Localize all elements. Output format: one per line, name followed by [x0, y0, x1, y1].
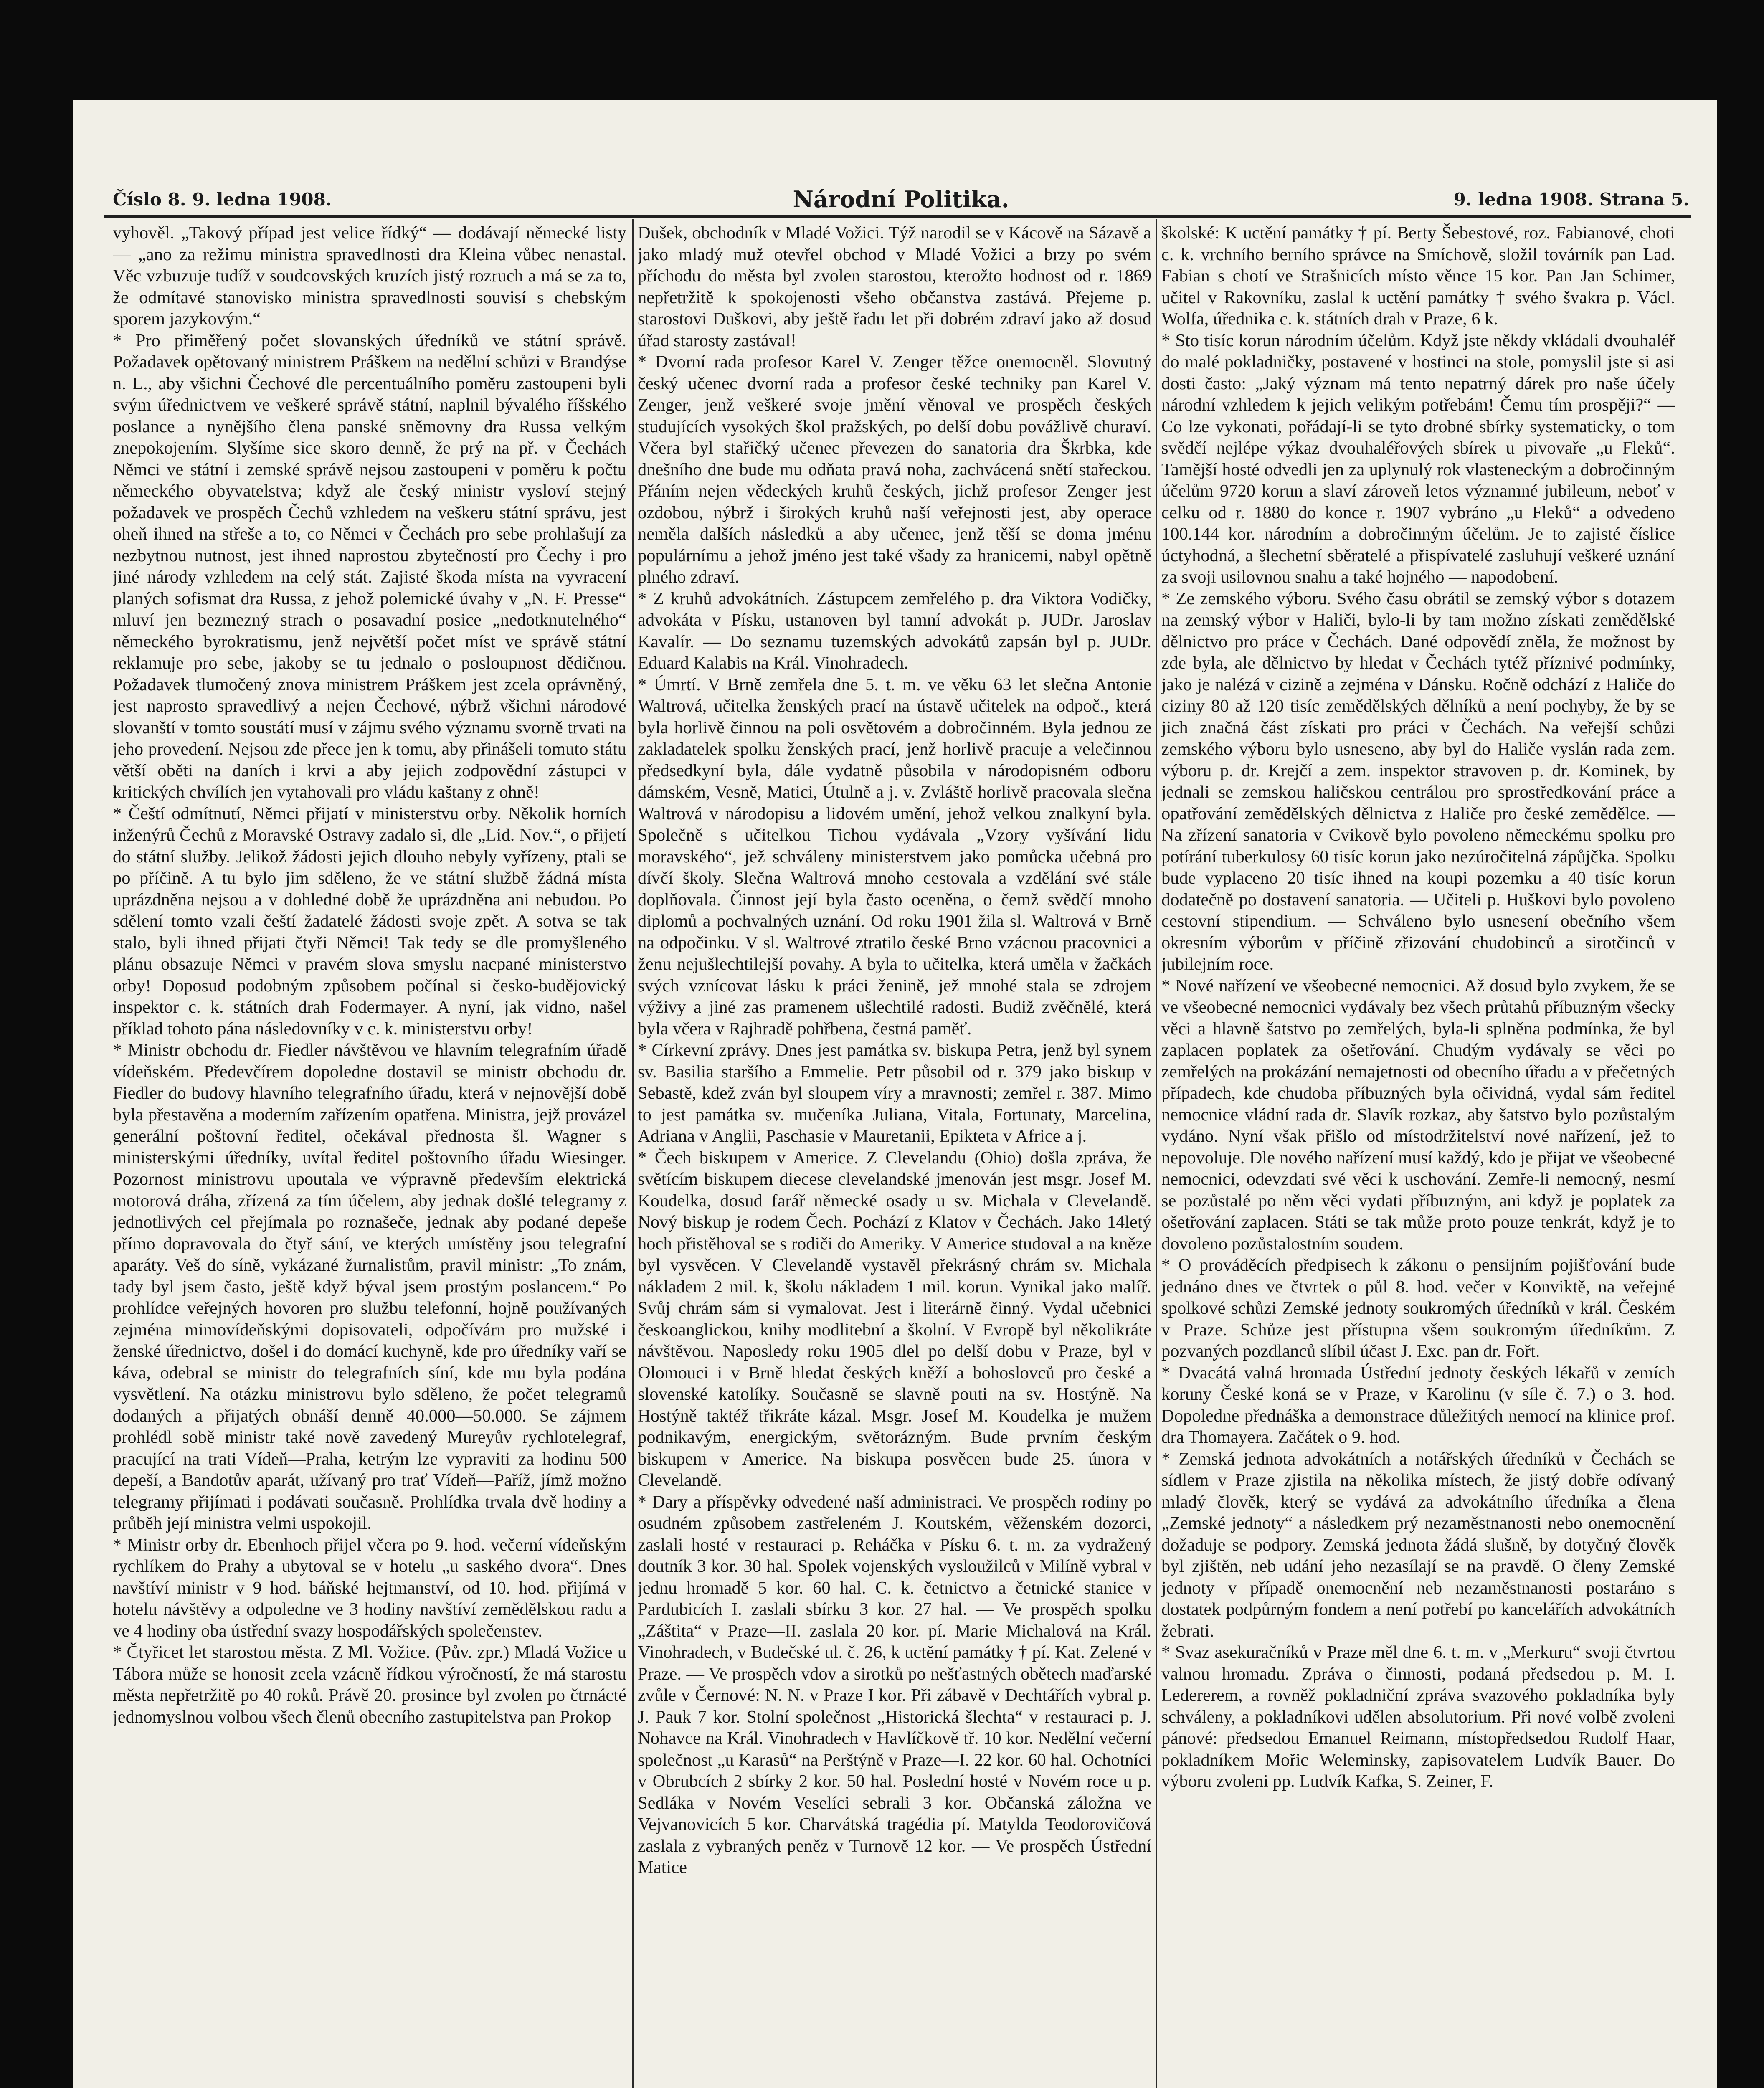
article-paragraph: školské: K uctění památky † pí. Berty Šebestové, roz. Fabianové, choti c. k. vrchního berního správce na Smíchově, složil továrník pan Lad. Fabian s chotí ve Strašnicích místo věnce 15 kor. Pan Jan Schimer, učitel v Rakovníku, zaslal k uctění památky † svého švakra p. Václ. Wolfa, úřednika c. k. státních drah v Praze, 6 k. [1161, 223, 1675, 329]
text-column-1 [113, 222, 626, 2088]
article-paragraph: * O prováděcích předpisech k zákonu o pensijním pojišťování bude jednáno dnes ve čtvrtek o půl 8. hod. večer v Konviktě, na veřejné spolkové schůzi Zemské jednoty soukromých úředníků v král. Českém v Praze. Schůze jest přístupna všem soukromým úředníkům. Z pozvaných pozdlanců slíbil účast J. Exc. pan dr. Fořt. [1161, 1255, 1675, 1361]
article-paragraph: * Čeští odmítnutí, Němci přijatí v ministerstvu orby. Několik horních inženýrů Čechů z Moravské Ostravy zadalo si, dle „Lid. Nov.“, o přijetí do státní služby. Jelikož žádosti jejich dlouho nebyly vyřízeny, ptali se po příčině. A tu bylo jim sděleno, že ve státní službě žádná místa uprázdněna nejsou a v dohledné době že uprázdněna ani nebudou. Po sdělení tomto vzali čeští žadatelé žádosti svoje zpět. A sotva se tak stalo, byli ihned přijati čtyři Němci! Tak tedy se dle promyšleného plánu obsazuje Němci v pravém slova smyslu nacpané ministerstvo orby! Doposud podobným způsobem počínal si česko-budějovický inspektor c. k. státních drah Fodermayer. A nyní, jak vidno, našel příklad tohoto pána následovníky v c. k. ministerstvu orby! [113, 803, 626, 1039]
article-paragraph: * Dvorní rada profesor Karel V. Zenger těžce onemocněl. Slovutný český učenec dvorní rada a profesor české techniky pan Karel V. Zenger, jenž veškeré svoje jmění věnoval ve prospěch českých studujících vysokých škol pražských, po delší dobu povážlivě churaví. Včera byl stařičký učenec převezen do sanatoria dra Škrbka, kde dnešního dne bude mu odňata pravá noha, zachvácená snětí stařeckou. Přáním nejen vědeckých kruhů českých, jichž profesor Zenger jest ozdobou, nýbrž i širokých kruhů naší veřejnosti jest, aby operace neměla dalších následků a aby učenec, jenž těší se doma jménu populárnímu a jehož jméno jest také všady za hranicemi, nabyl opětně plného zdraví. [638, 352, 1151, 587]
article-paragraph: * Nové nařízení ve všeobecné nemocnici. Až dosud bylo zvykem, že se ve všeobecné nemocnici vydávaly bez všech průtahů příbuzným všecky věci a hlavně šatstvo po zemřelých, byla-li splněna podmínka, že byl zaplacen poplatek za ošetřování. Chudým vydávaly se věci po zemřelých na prokázání nemajetnosti od obecního úřadu a v přečetných případech, kde chudoba příbuzných byla očividná, vydal sám ředitel nemocnice vládní rada dr. Slavík rozkaz, aby šatstvo bylo pozůstalým vydáno. Nyní však přišlo od místodržitelství nové nařízení, jež to nepovoluje. Dle nového nařízení musí každý, kdo je přijat ve všeobecné nemocnici, odevzdati své věci k uschování. Zemře-li nemocný, nesmí se pozůstalé po něm věci vydati příbuzným, ani když je poplatek za ošetřování zaplacen. Státi se tak může proto pouze tenkrát, když je to dovoleno pozůstalostním soudem. [1161, 976, 1675, 1254]
article-paragraph: * Dary a příspěvky odvedené naší administraci. Ve prospěch rodiny po osudném způsobem zastřeleném J. Koutském, věženském dozorci, zaslali hosté v restauraci p. Reháčka v Písku 6. t. m. za vydražený doutník 3 kor. 30 hal. Spolek vojenských vysloužilců v Milíně vybral v jednu hromadě 5 kor. 60 hal. C. k. četnictvo a četnické stanice v Pardubicích I. zaslali sbírku 3 kor. 27 hal. — Ve prospěch spolku „Záštita“ v Praze—II. zaslala 20 kor. pí. Marie Michalová na Král. Vinohradech, v Budečské ul. č. 26, k uctění památky † pí. Kat. Zelené v Praze. — Ve prospěch vdov a sirotků po nešťastných obětech maďarské zvůle v Černové: N. N. v Praze I kor. Při zábavě v Dechtářích vybral p. J. Pauk 7 kor. Stolní společnost „Historická šlechta“ v restauraci p. J. Nohavce na Král. Vinohradech v Havlíčkově tř. 10 kor. Nedělní večerní společnost „u Karasů“ na Perštýně v Praze—I. 22 kor. 60 hal. Ochotníci v Obrubcích 2 sbírky 2 kor. 50 hal. Poslední hosté v Novém roce u p. Sedláka v Novém Veselíci sebrali 3 kor. Občanská záložna ve Vejvanovicích 5 kor. Charvátská tragédia pí. Matylda Teodorovičová zaslala z vybraných peněz v Turnově 12 kor. — Ve prospěch Ústřední Matice [638, 1492, 1151, 1877]
date-page-number: 9. ledna 1908. Strana 5. [1453, 189, 1689, 210]
article-paragraph: * Úmrtí. V Brně zemřela dne 5. t. m. ve věku 63 let slečna Antonie Waltrová, učitelka ženských prací na ústavě učitelek na odpoč., která byla horlivě činnou na poli osvětovém a dobročinném. Byla jednou ze zakladatelek spolku ženských prací, jenž horlivě pracuje a velečinnou předsedkyní byla, dále vydatně působila v národopisném odboru dámském, Vesně, Matici, Útulně a j. v. Zvláště horlivě pracovala slečna Waltrová v národopisu a lidovém umění, jehož velkou znalkyní byla. Společně s učitelkou Tichou vydávala „Vzory vyšívání lidu moravského“, jež schváleny ministerstvem jako pomůcka učebná pro dívčí školy. Slečna Waltrová mnoho cestovala a vzdělání své stále doplňovala. Činnost její byla často oceněna, o čemž svědčí mnoho diplomů a pochvalných uznání. Od roku 1901 žila sl. Waltrová v Brně na odpočinku. V sl. Waltrové ztratilo české Brno vzácnou pracovnici a ženu nejušlechtilejší povahy. A byla to učitelka, která uměla v žačkách svých vznícovat lásku k práci ženině, jež mnohé stala se zdrojem výživy a jiné zas pramenem ušlechtilé radosti. Budiž zvěčnělé, která byla včera v Rajhradě pohřbena, čestná paměť. [638, 674, 1151, 1039]
text-column-2 [638, 222, 1151, 2088]
article-paragraph: * Ministr orby dr. Ebenhoch přijel včera po 9. hod. večerní vídeňským rychlíkem do Prahy a ubytoval se v hotelu „u saského dvora“. Dnes navštíví ministr v 9 hod. báňské hejtmanství, od 10. hod. přijímá v hotelu návštěvy a odpoledne ve 3 hodiny navštíví zemědělskou radu a ve 4 hodiny oba ústřední svazy hospodářských společenstev. [113, 1535, 626, 1641]
article-paragraph: * Ze zemského výboru. Svého času obrátil se zemský výbor s dotazem na zemský výbor v Haliči, bylo-li by tam možno získati zemědělské dělnictvo pro práce v Čechách. Dané odpovědí zněla, že možnost by zde byla, ale dělnictvo by hledat v Čechách tytéž příznivé podmínky, jako je nalézá v cizině a zejména v Dánsku. Ročně odchází z Haliče do ciziny 80 až 120 tisíc zemědělských dělníků a není pochyby, že by se jich značná část získati pro práci v Čechách. Na veřejší schůzi zemského výboru bylo usneseno, aby byl do Haliče vyslán rada zem. výboru p. dr. Krejčí a zem. inspektor stravoven p. dr. Kominek, by jednali se zemskou haličskou centrálou pro sprostředkování práce a opatřování zemědělských dělnictva z Haliče pro české zemědělce. — Na zřízení sanatoria v Cvikově bylo povoleno německému spolku pro potírání tuberkulosy 60 tisíc korun jako nezúročitelná zápůjčka. Spolku bude vyplaceno 20 tisíc ihned na koupi pozemku a 40 tisíc korun dodatečně po dostavení sanatoria. — Učiteli p. Huškovi bylo povoleno cestovní stipendium. — Schváleno bylo usnesení obečního všem okresním výborům v příčině zřizování chudobinců a sirotčinců v jubilejním roce. [1161, 588, 1675, 974]
newspaper-page [73, 100, 1717, 2088]
article-paragraph: Dušek, obchodník v Mladé Vožici. Týž narodil se v Kácově na Sázavě a jako mladý muž otevřel obchod v Mladé Vožici a brzy po svém příchodu do města byl zvolen starostou, kterožto hodnost od r. 1869 nepřetržitě k spokojenosti všeho občanstva zastává. Přejeme p. starostovi Duškovi, aby ještě řadu let při dobrém zdraví jako až dosud úřad starosty zastával! [638, 223, 1151, 350]
newspaper-title: Národní Politika. [793, 186, 1009, 213]
article-paragraph: * Z kruhů advokátních. Zástupcem zemřelého p. dra Viktora Vodičky, advokáta v Písku, ustanoven byl tamní advokát p. JUDr. Jaroslav Kavalír. — Do seznamu tuzemských advokátů zapsán byl p. JUDr. Eduard Kalabis na Král. Vinohradech. [638, 588, 1151, 673]
article-paragraph: * Zemská jednota advokátních a notářských úředníků v Čechách se sídlem v Praze zjistila na několika místech, že jistý dobře odívaný mladý člověk, který se vydává za advokátního úředníka a člena „Zemské jednoty“ a následkem prý nezaměstnanosti nebo onemocnění dožaduje se podpory. Zemská jednota žádá slušně, by dotyčný člověk byl zjištěn, neb udání jeho nezasílají se na pravdě. O členy Zemské jednoty v případě onemocnění neb nezaměstnanosti postaráno s dostatek podpůrným fondem a není potřebí po kancelářích advokátních žebrati. [1161, 1449, 1675, 1641]
article-paragraph: * Sto tisíc korun národním účelům. Když jste někdy vkládali dvouhaléř do malé pokladničky, postavené v hostinci na stole, pomyslil jste si asi dosti často: „Jaký význam má tento nepatrný dárek pro naše účely národní vzhledem k jejich velikým potřebám! Čemu tím prospěji?“ — Co lze vykonati, pořádají-li se tyto drobné sbírky systematicky, o tom svědčí nejlépe výkaz dvouhaléřových sbírek u pivovaře „u Fleků“. Tamější hosté odvedli jen za uplynulý rok vlasteneckým a dobročinným účelům 9720 korun a slaví zároveň letos významné jubileum, neboť v celku od r. 1880 do konce r. 1907 vybráno „u Fleků“ a odvedeno 100.144 kor. národním a dobročinným účelům. Je to zajisté číslice úctyhodná, a šlechetní sběratelé a přispívatelé zasluhují veškeré uznání za svoji usilovnou snahu a také hojného — napodobení. [1161, 330, 1675, 587]
article-paragraph: * Církevní zprávy. Dnes jest památka sv. biskupa Petra, jenž byl synem sv. Basilia staršího a Emmelie. Petr působil od r. 379 jako biskup v Sebastě, kdež zván byl sloupem víry a mravnosti; zemřel r. 387. Mimo to jest památka sv. mučeníka Juliana, Vitala, Fortunaty, Marcelina, Adriana v Anglii, Paschasie v Mauretanii, Epikteta v Africe a j. [638, 1040, 1151, 1146]
article-paragraph: vyhověl. „Takový případ jest velice řídký“ — dodávají německé listy — „ano za režimu ministra spravedlnosti dra Kleina vůbec nenastal. Věc vzbuzuje tudíž v soudcovských kruzích jistý rozruch a má se za to, že odmítavé stanovisko ministra spravedlnosti souvisí s chebským sporem jazykovým.“ [113, 223, 626, 329]
article-paragraph: * Svaz asekuračníků v Praze měl dne 6. t. m. v „Merkuru“ svoji čtvrtou valnou hromadu. Zpráva o činnosti, podaná předsedou p. M. I. Ledererem, a rovněž pokladniční zpráva svazového pokladníka byly schváleny, a pokladníkovi udělen absolutorium. Při nové volbě zvoleni pánové: předsedou Emanuel Reimann, místopředsedou Rudolf Haar, pokladníkem Mořic Weleminsky, zapisovatelem Ludvík Bauer. Do výboru zvoleni pp. Ludvík Kafka, S. Zeiner, F. [1161, 1642, 1675, 1791]
text-column-3 [1161, 222, 1675, 2088]
article-paragraph: * Pro přiměřený počet slovanských úředníků ve státní správě. Požadavek opětovaný ministrem Práškem na nedělní schůzi v Brandýse n. L., aby všichni Čechové dle percentuálního poměru zastoupeni byli svým úřednictvem ve veškeré správě státní, naplnil bývalého říšského poslance a nynějšího člena panské sněmovny dra Russa velkým znepokojením. Slyšíme sice skoro denně, že prý na př. v Čechách Němci ve státní i zemské správě nejsou zastoupeni v poměru k počtu německého obyvatelstva; když ale český ministr vysloví stejný požadavek ve prospěch Čechů vzhledem na veškeru státní správu, jest oheň ihned na střeše a to, co Němci v Čechách pro sebe prohlašují za nezbytnou nutnost, jest ihned naprostou zbytečností pro Čechy i pro jiné národy vzhledem na celý stát. Zajisté škoda místa na vyvracení planých sofismat dra Russa, z jehož polemické úvahy v „N. F. Presse“ mluví jen bezmezný strach o posavadní posice „nedotknutelného“ německého byrokratismu, jenž největší počet míst ve správě státní reklamuje pro sebe, jakoby se tu jednalo o posloupnost dědičnou. Požadavek tlumočený znova ministrem Práškem jest zcela oprávněný, jest naprosto spravedlivý a nejen Čechové, nýbrž všichni národové slovanští v tomto soustátí musí v zájmu svého významu svorně trvati na jeho provedení. Nejsou zde přece jen k tomu, aby přinášeli tomuto státu větší oběti na daních i krvi a aby jejich zodpovědní zástupci v kritických chvílích jen vytahovali pro vládu kaštany z ohně! [113, 330, 626, 802]
article-paragraph: * Čtyřicet let starostou města. Z Ml. Vožice. (Pův. zpr.) Mladá Vožice u Tábora může se honosit zcela vzácně řídkou výročností, že má starostu města nepřetržitě po 40 roků. Právě 20. prosince byl zvolen po čtrnácté jednomyslnou volbou všech členů obecního zastupitelstva pan Prokop [113, 1642, 626, 1727]
header-rule [104, 215, 1691, 218]
article-paragraph: * Čech biskupem v Americe. Z Clevelandu (Ohio) došla zpráva, že světícím biskupem diecese clevelandské jmenován jest msgr. Josef M. Koudelka, dosud farář německé osady u sv. Michala v Clevelandě. Nový biskup je rodem Čech. Pochází z Klatov v Čechách. Jako 14letý hoch přistěhoval se s rodiči do Ameriky. V Americe studoval a na kněze byl vysvěcen. V Clevelandě vystavěl překrásný chrám sv. Michala nákladem 2 mil. k, školu nákladem 1 mil. korun. Vynikal jako malíř. Svůj chrám sám si vymalovat. Jest i literárně činný. Vydal učebnici českoanglickou, knihy modlitební a školní. V Evropě byl několikráte návštěvou. Naposledy roku 1905 dlel po delší dobu v Praze, byl v Olomouci i v Brně hledat českých kněží a bohoslovců pro české a slovenské katolíky. Současně se slavně pouti na sv. Hostýně. Na Hostýně taktéž třikráte kázal. Msgr. Josef M. Koudelka je mužem podnikavým, energickým, světorázným. Bude prvním českým biskupem v Americe. Na biskupa posvěcen bude 25. února v Clevelandě. [638, 1148, 1151, 1490]
issue-number-date: Číslo 8. 9. ledna 1908. [113, 189, 332, 210]
article-paragraph: * Dvacátá valná hromada Ústřední jednoty českých lékařů v zemích koruny České koná se v Praze, v Karolinu (v síle č. 7.) o 3. hod. Dopoledne přednáška a demonstrace důležitých nemocí na klinice prof. dra Thomayera. Začátek o 9. hod. [1161, 1363, 1675, 1447]
column-divider [1156, 219, 1157, 2088]
column-divider [632, 219, 634, 2088]
article-paragraph: * Ministr obchodu dr. Fiedler návštěvou ve hlavním telegrafním úřadě vídeňském. Předevčírem dopoledne dostavil se ministr obchodu dr. Fiedler do budovy hlavního telegrafního úřadu, která v nejnovější době byla přestavěna a moderním zařízením opatřena. Ministra, jejž provázel generální poštovní ředitel, očekával přednosta šl. Wagner s ministerskými úředníky, uvítal ředitel poštovního úřadu Wiesinger. Pozornost ministrovu upoutala ve výpravně především elektrická motorová dráha, zřízená za tím účelem, aby jednak došlé telegramy z jednotlivých cel přejímala po roznašeče, jednak aby podané depeše přímo dopravovala do čtyř sání, ve kterých umístěny jsou telegrafní aparáty. Veš do síně, vykázané žurnalistům, pravil ministr: „To znám, tady byl jsem často, ještě když býval jsem prostým poslancem.“ Po prohlídce veřejných hovoren pro službu telefonní, hojně používaných zejména mimovídeňskými dopisovateli, odpočívárn pro mužské i ženské úřednictvo, došel i do domácí kuchyně, kde pro úředníky vaří se káva, odebral se ministr do telegrafních síní, kde mu byla podána vysvětlení. Na otázku ministrovu bylo sděleno, že počet telegramů dodaných a přijatých obnáší denně 40.000—50.000. Se zájmem prohlédl sobě ministr také nově zavedený Mureyův rychlotelegraf, pracující na trati Vídeň—Praha, ketrým lze vypraviti za hodinu 500 depeší, a Bandotův aparát, užívaný pro trať Vídeň—Paříž, jímž možno telegramy přijímati i podávati současně. Prohlídka trvala dvě hodiny a průběh její ministra velmi uspokojil. [113, 1040, 626, 1533]
page-header [113, 186, 1689, 212]
